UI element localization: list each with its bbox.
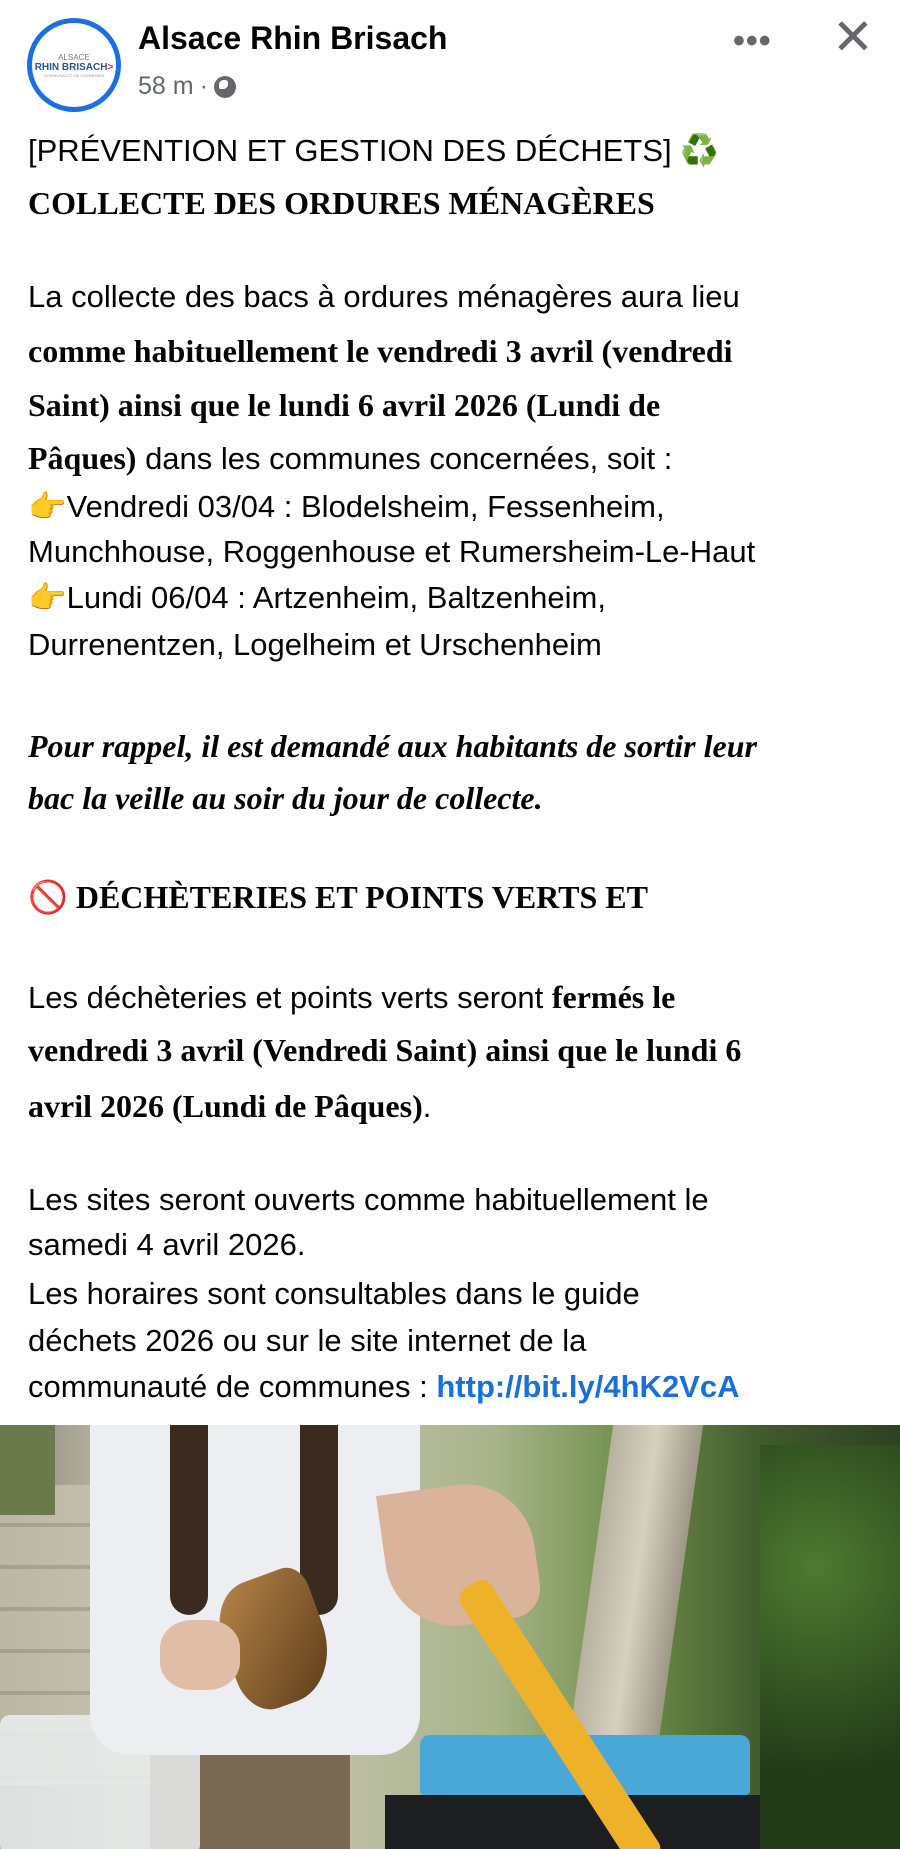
text-segment: vendredi 3 avril (Vendredi Saint) ainsi que le lundi 6 bbox=[28, 1032, 742, 1068]
photo-bin bbox=[385, 1795, 765, 1849]
logo-text: COMMUNAUTÉ DE COMMUNES bbox=[43, 72, 105, 78]
text-segment: Les sites seront ouverts comme habituellement le bbox=[28, 1182, 709, 1217]
text-segment: Saint) ainsi que le lundi 6 avril 2026 (Lundi de bbox=[28, 387, 661, 423]
text-segment: La collecte des bacs à ordures ménagères aura lieu bbox=[28, 279, 740, 314]
text-line bbox=[28, 1316, 586, 1366]
text-line bbox=[28, 573, 606, 623]
text-line bbox=[28, 1220, 305, 1270]
text-segment: Pour rappel, il est demandé aux habitants de sortir leur bbox=[28, 728, 757, 764]
text-line bbox=[28, 620, 602, 670]
text-line bbox=[28, 178, 655, 228]
text-line bbox=[28, 482, 665, 532]
text-segment: comme habituellement le vendredi 3 avril (vendredi bbox=[28, 333, 733, 369]
text-segment: 🚫 DÉCHÈTERIES ET POINTS VERTS ET bbox=[28, 879, 648, 915]
text-segment: 👉Vendredi 03/04 : Blodelsheim, Fessenheim, bbox=[28, 489, 665, 524]
text-line bbox=[28, 872, 648, 922]
text-line bbox=[28, 1175, 709, 1225]
text-line bbox=[28, 326, 733, 376]
text-line bbox=[28, 380, 660, 430]
text-line bbox=[28, 1269, 640, 1319]
photo-hair bbox=[170, 1425, 208, 1615]
globe-icon bbox=[214, 76, 236, 98]
text-line bbox=[28, 433, 672, 483]
text-line bbox=[28, 527, 755, 577]
logo-text: RHIN BRISACH> bbox=[34, 61, 114, 73]
text-line bbox=[28, 1025, 741, 1075]
text-segment: samedi 4 avril 2026. bbox=[28, 1227, 306, 1262]
text-segment: Les déchèteries et points verts seront bbox=[28, 980, 552, 1015]
text-segment: communauté de communes : bbox=[28, 1369, 437, 1404]
text-segment: Munchhouse, Roggenhouse et Rumersheim-Le-Haut bbox=[28, 534, 756, 569]
text-line bbox=[28, 1362, 740, 1412]
text-segment: Les horaires sont consultables dans le guide bbox=[28, 1276, 640, 1311]
close-icon[interactable]: ✕ bbox=[832, 9, 874, 65]
post-time[interactable]: 58 m bbox=[138, 72, 194, 100]
photo-foliage bbox=[760, 1445, 900, 1849]
text-line bbox=[28, 972, 675, 1022]
text-segment: 👉Lundi 06/04 : Artzenheim, Baltzenheim, bbox=[28, 580, 606, 615]
text-segment: bac la veille au soir du jour de collecte. bbox=[28, 780, 543, 816]
logo-text: ALSACE bbox=[58, 52, 90, 62]
photo-containers bbox=[0, 1715, 200, 1849]
author-name[interactable]: Alsace Rhin Brisach bbox=[138, 20, 448, 56]
text-segment: avril 2026 (Lundi de Pâques) bbox=[28, 1088, 423, 1124]
text-line bbox=[28, 272, 740, 322]
separator: · bbox=[199, 72, 208, 100]
photo-post bbox=[0, 1425, 55, 1515]
more-dots-icon[interactable]: ••• bbox=[733, 22, 772, 60]
text-segment: . bbox=[422, 1089, 432, 1124]
avatar[interactable] bbox=[27, 18, 121, 112]
text-segment: [PRÉVENTION ET GESTION DES DÉCHETS] ♻️ bbox=[28, 133, 719, 168]
post-photo[interactable] bbox=[0, 1425, 900, 1849]
text-segment: dans les communes concernées, soit : bbox=[136, 441, 673, 476]
text-segment: déchets 2026 ou sur le site internet de la bbox=[28, 1323, 587, 1358]
website-link[interactable]: http://bit.ly/4hK2VcA bbox=[436, 1369, 740, 1404]
post-meta bbox=[138, 72, 236, 101]
text-segment: COLLECTE DES ORDURES MÉNAGÈRES bbox=[28, 185, 655, 221]
text-segment: fermés le bbox=[551, 979, 676, 1015]
text-segment: Pâques) bbox=[28, 440, 137, 476]
photo-hand bbox=[160, 1620, 240, 1690]
text-segment: Durrenentzen, Logelheim et Urschenheim bbox=[28, 627, 602, 662]
text-line bbox=[28, 126, 719, 176]
photo-tree bbox=[567, 1425, 703, 1755]
text-line bbox=[28, 773, 543, 823]
text-line bbox=[28, 1081, 431, 1131]
text-line bbox=[28, 721, 757, 771]
